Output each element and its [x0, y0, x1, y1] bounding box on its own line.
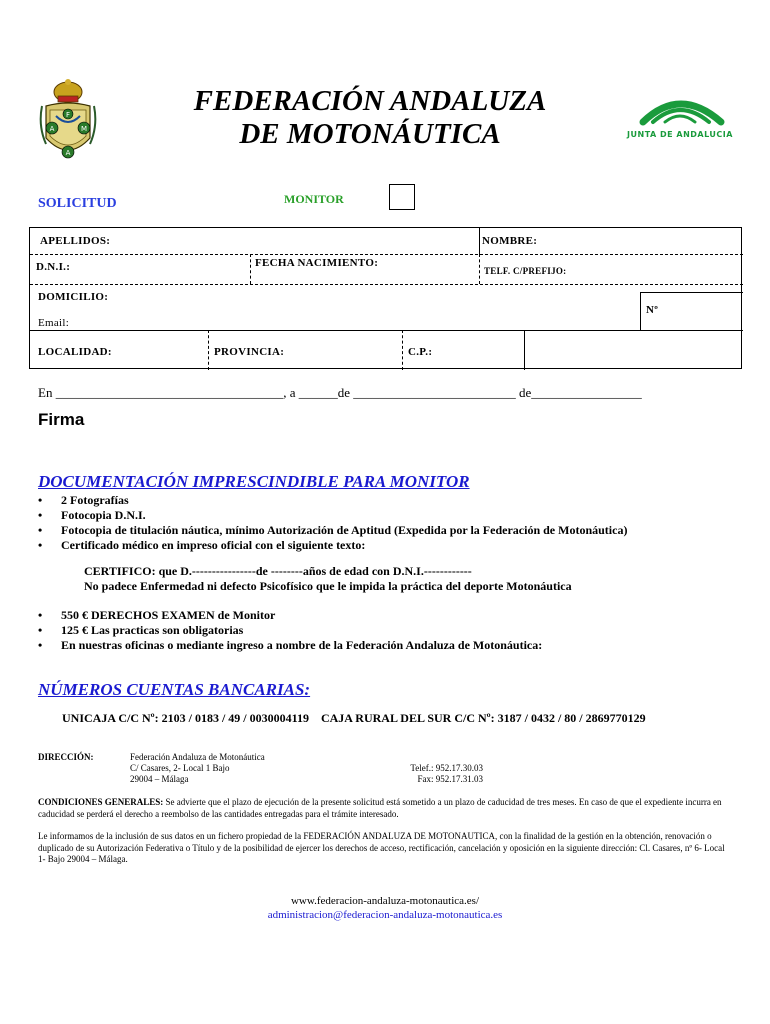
address-line: 29004 – Málaga [130, 774, 189, 784]
bank-heading: NÚMEROS CUENTAS BANCARIAS: [38, 680, 311, 699]
page-title-line2: DE MOTONÁUTICA [239, 118, 501, 150]
list-item: • En nuestras oficinas o mediante ingreso a nombre de la Federación Andaluza de Motonáutica: [38, 638, 542, 653]
domicilio-field[interactable]: DOMICILIO: [38, 291, 109, 303]
list-item: • 125 € Las practicas son obligatorias [38, 623, 542, 638]
certificate-text [84, 564, 572, 594]
localidad-field[interactable]: LOCALIDAD: [38, 346, 112, 358]
numero-field[interactable]: Nº [646, 304, 659, 316]
email-field[interactable]: Email: [38, 317, 70, 329]
list-item: • Certificado médico en impreso oficial con el siguiente texto: [38, 538, 627, 553]
documentation-heading: DOCUMENTACIÓN IMPRESCINDIBLE PARA MONITOR [38, 472, 470, 491]
applicant-form [29, 227, 742, 369]
list-item: • 2 Fotografías [38, 493, 627, 508]
apellidos-field[interactable]: APELLIDOS: [40, 235, 111, 247]
conditions-label: CONDICIONES GENERALES: [38, 797, 164, 807]
address-line: C/ Casares, 2- Local 1 Bajo [130, 763, 230, 773]
fees-list [38, 608, 542, 653]
certificate-line: CERTIFICO: que D.----------------de --------años de edad con D.N.I.------------ [84, 564, 472, 578]
privacy-notice: Le informamos de la inclusión de sus datos en un fichero propiedad de la FEDERACIÓN ANDALUZA DE MOTONAUTICA, con la finalidad de la gestión en la obtención, renovación o duplicado de su Autorización Federativa o Título y de la posibilidad de ejercer los derechos de acceso, rectificación, cancelación y oposición en la siguiente dirección: Cl. Casares, nº 6- Local 1- Bajo 29004 – Málaga. [38, 831, 725, 864]
general-conditions [38, 797, 728, 820]
svg-text:A: A [49, 125, 55, 133]
provincia-field[interactable]: PROVINCIA: [214, 346, 285, 358]
website-link[interactable]: www.federacion-andaluza-motonautica.es/ [290, 895, 480, 907]
fecha-nacimiento-field[interactable]: FECHA NACIMIENTO: [255, 257, 379, 269]
svg-text:M: M [80, 125, 88, 133]
phone-text: Telef.: 952.17.30.03 [410, 763, 483, 773]
list-item: • Fotocopia D.N.I. [38, 508, 627, 523]
svg-text:F: F [65, 111, 71, 119]
address-line: Federación Andaluza de Motonáutica [130, 752, 265, 762]
solicitud-label: SOLICITUD [38, 196, 117, 211]
list-item: • Fotocopia de titulación náutica, mínimo Autorización de Aptitud (Expedida por la Federación de Motonáutica) [38, 523, 627, 538]
dni-field[interactable]: D.N.I.: [36, 261, 71, 273]
address-block [130, 752, 265, 785]
junta-logo-text: JUNTA DE ANDALUCIA [627, 130, 733, 139]
svg-text:A: A [65, 149, 71, 157]
monitor-label: MONITOR [284, 192, 344, 206]
email-link[interactable]: administracion@federacion-andaluza-motonautica.es [267, 909, 503, 921]
fax-text: Fax: 952.17.31.03 [417, 774, 483, 784]
documentation-list [38, 493, 627, 553]
contact-block [380, 763, 483, 785]
federation-crest-icon [36, 76, 100, 166]
bank-accounts: UNICAJA C/C Nº: 2103 / 0183 / 49 / 0030004119 CAJA RURAL DEL SUR C/C Nº: 3187 / 0432 / 80 / 2869770129 [62, 711, 646, 725]
page-title-line1: FEDERACIÓN ANDALUZA [193, 85, 547, 117]
cp-field[interactable]: C.P.: [408, 346, 433, 358]
place-date-line[interactable]: En ___________________________________, a ______de _________________________ de_________________ [38, 385, 642, 400]
conditions-text: Se advierte que el plazo de ejecución de la presente solicitud está sometido a un plazo de caducidad de tres meses. En caso de que el expediente incurra en caducidad se perderá el derecho a reembolso de las cantidades entregadas para el trámite interesado. [38, 797, 722, 819]
certificate-line: No padece Enfermedad ni defecto Psicofísico que le impida la práctica del deporte Motonáutica [84, 579, 572, 593]
junta-andalucia-logo-icon [625, 92, 735, 144]
signature-label: Firma [38, 410, 85, 429]
monitor-checkbox[interactable] [389, 184, 415, 210]
list-item: • 550 € DERECHOS EXAMEN de Monitor [38, 608, 542, 623]
address-label: DIRECCIÓN: [38, 752, 94, 762]
telefono-field[interactable]: TELF. C/PREFIJO: [484, 266, 567, 276]
nombre-field[interactable]: NOMBRE: [482, 235, 538, 247]
